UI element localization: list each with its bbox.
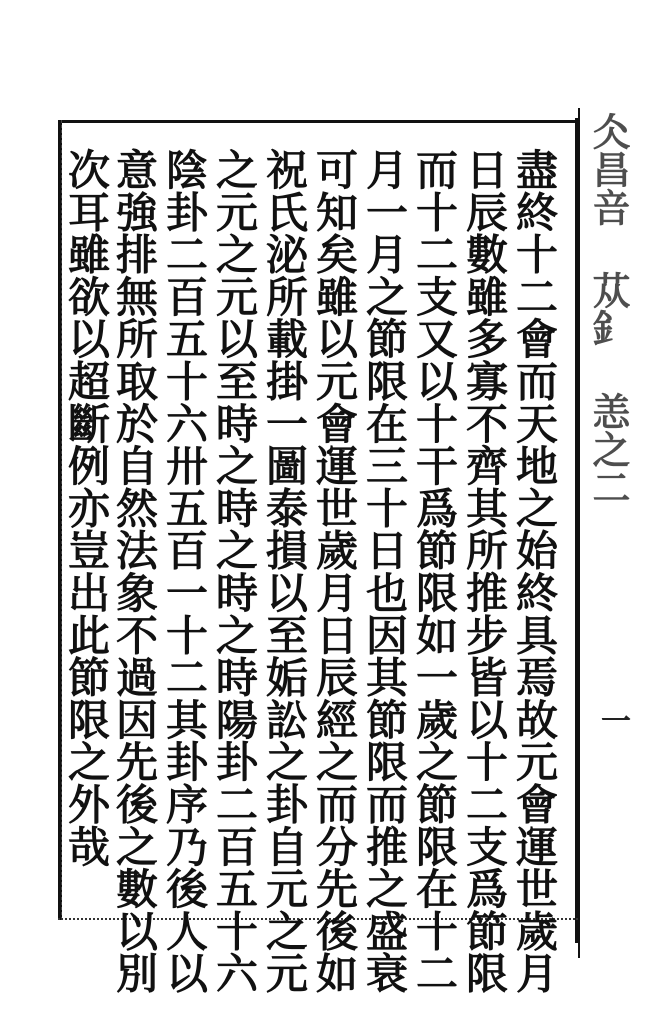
text-column-4: 月一月之節限在三十日也因其節限而推之盛衰 <box>360 148 409 994</box>
text-column-2: 日辰數雖多寡不齊其所推步皆以十二支爲節限 <box>460 148 509 994</box>
text-column-7: 之元之元以至時之時之時之時陽卦二百五十六 <box>210 148 259 994</box>
margin-title: 仌昌咅 苁釒 恙之二 <box>586 112 631 506</box>
text-column-1: 盡終十二會而天地之始終具焉故元會運世歲月 <box>510 148 559 994</box>
frame-top-border <box>58 120 578 123</box>
text-column-6: 祝氏泌所載掛一圖泰損以至姤訟之卦自元之元 <box>260 148 309 994</box>
text-column-3: 而十二支又以十干爲節限如一歲之節限在十二 <box>410 148 459 994</box>
folio-number: 一 <box>595 705 630 735</box>
text-column-5: 可知矣雖以元會運世歲月日辰經之而分先後如 <box>310 148 359 994</box>
text-column-9: 意強排無所取於自然法象不過因先後之數以別 <box>110 148 159 994</box>
text-column-10: 次耳雖欲以超斷例亦豈出此節限之外哉 <box>62 148 111 868</box>
text-column-8: 陰卦二百五十六卅五百一十二其卦序乃後人以 <box>160 148 209 994</box>
